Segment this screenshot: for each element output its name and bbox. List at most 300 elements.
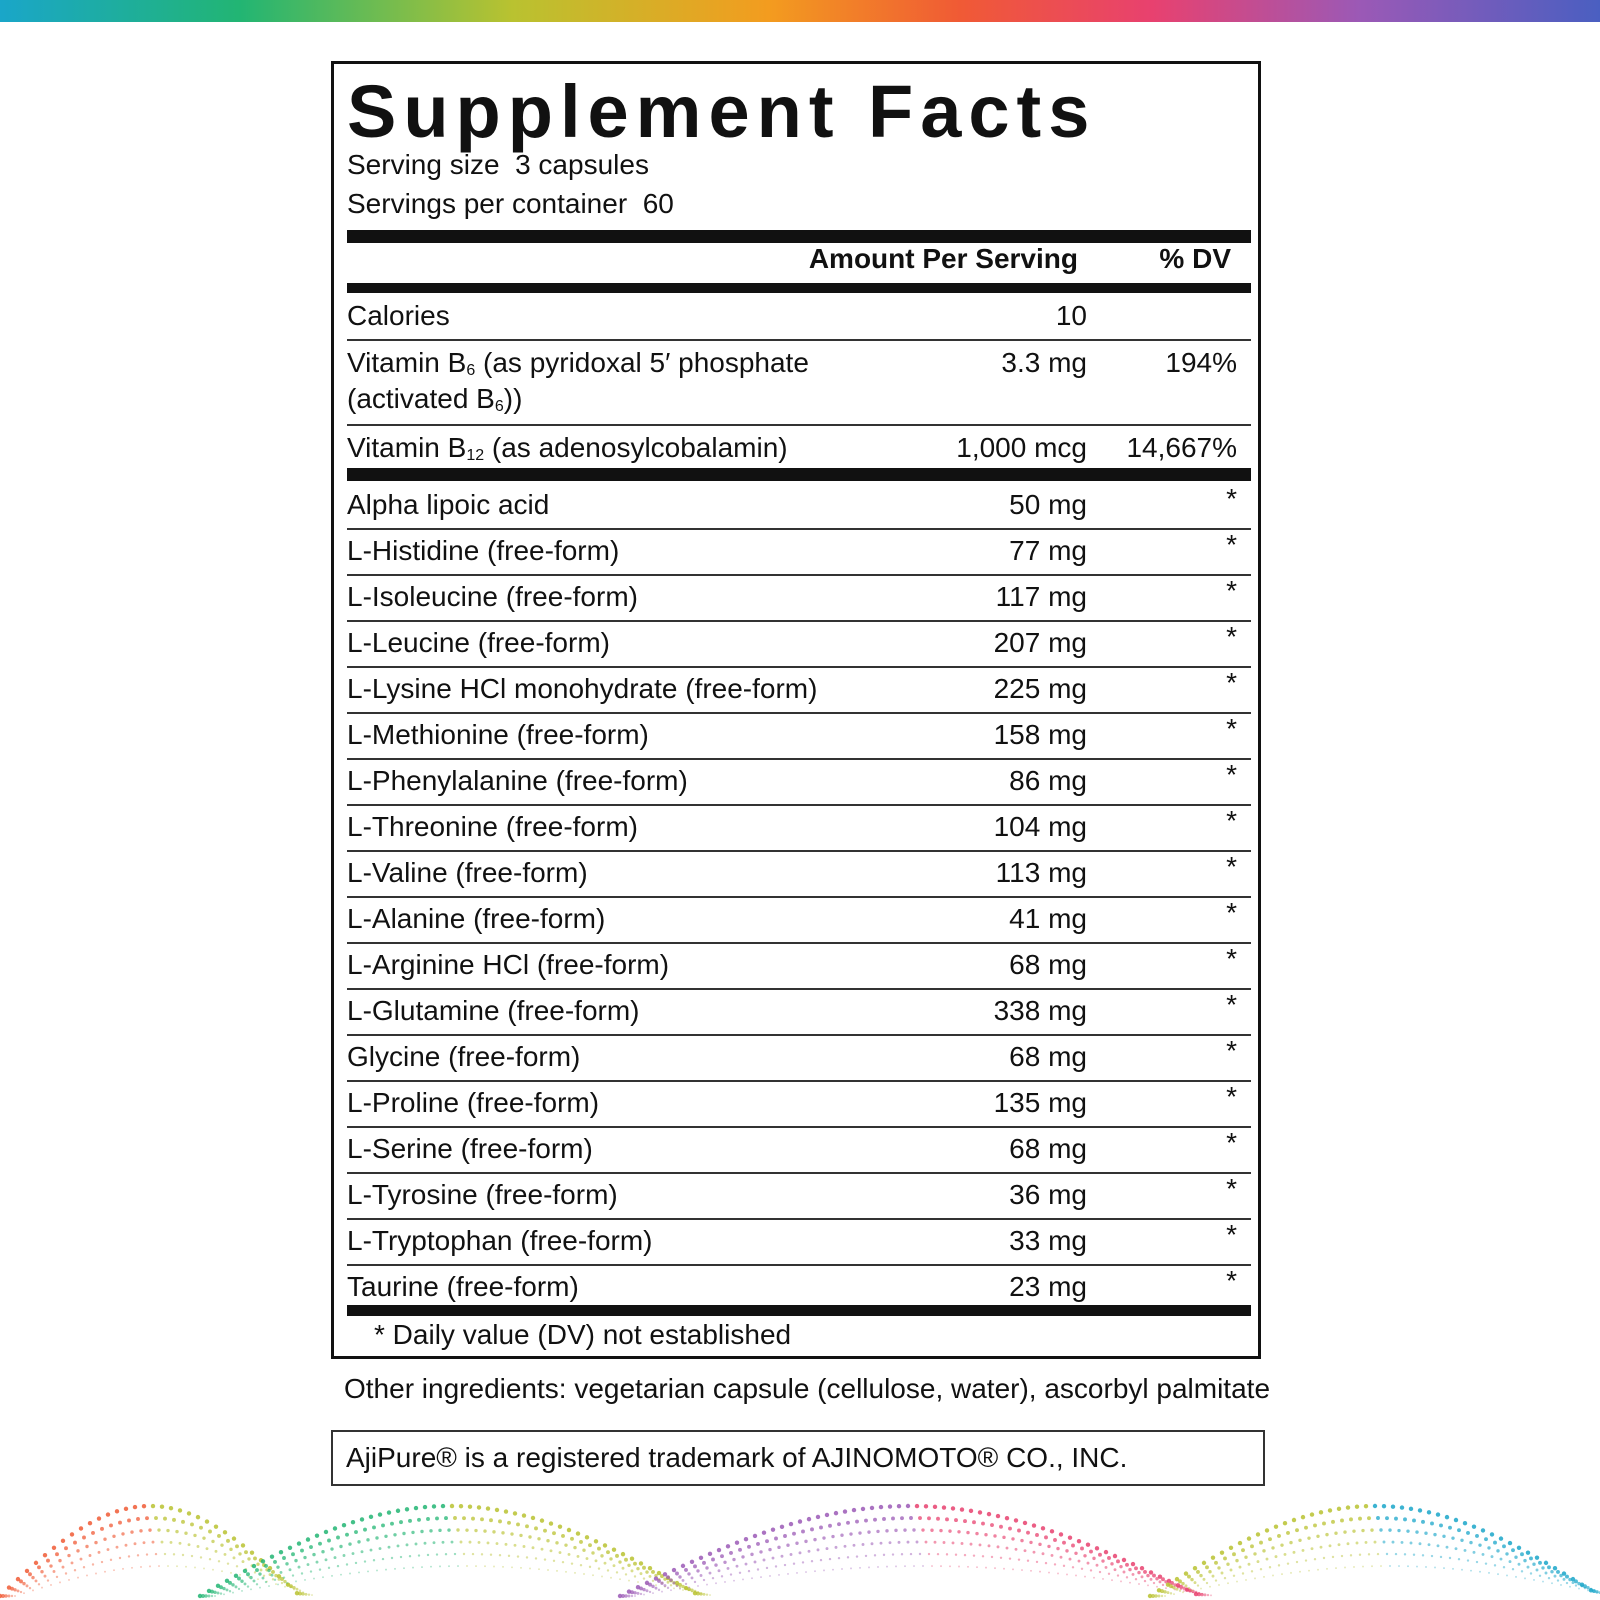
decor-dot [1481,1528,1485,1532]
decor-dot [152,1541,155,1544]
decor-dot [274,1574,277,1577]
decor-dot [1340,1519,1344,1523]
decor-dot [1086,1542,1090,1546]
decor-dot [213,1591,216,1594]
decor-dot [211,1540,214,1543]
decor-dot [238,1552,241,1555]
decor-dot [846,1521,850,1525]
decor-dot [76,1549,79,1552]
decor-dot [972,1520,976,1524]
decor-dot [1274,1524,1278,1528]
decor-dot [1382,1504,1386,1508]
decor-dot [697,1591,699,1593]
decor-dot [1244,1556,1247,1559]
decor-dot [1587,1589,1589,1591]
decor-dot [889,1541,892,1544]
decor-dot [817,1548,820,1551]
decor-dot [1051,1554,1054,1557]
decor-dot [1238,1541,1242,1545]
decor-dot [780,1525,784,1529]
decor-dot [691,1576,694,1579]
decor-dot [100,1527,104,1531]
ingredient-dv: * [1226,529,1237,560]
decor-dot [1245,1579,1247,1581]
decor-dot [642,1588,645,1591]
decor-dot [1494,1564,1496,1566]
decor-dot [217,1591,220,1594]
decor-dot [1488,1572,1490,1574]
decor-dot [664,1584,667,1587]
decor-dot [960,1507,964,1511]
decor-dot [370,1549,373,1552]
decor-dot [808,1550,811,1553]
decor-dot [825,1513,829,1517]
decor-dot [427,1554,429,1556]
decor-dot [1230,1569,1233,1572]
decor-dot [67,1554,70,1557]
decor-dot [823,1569,825,1571]
decor-dot [125,1544,128,1547]
decor-dot [1102,1578,1104,1580]
decor-dot [636,1567,639,1570]
decor-dot [364,1560,366,1562]
decor-dot [564,1543,567,1546]
rainbow-header-bar [0,0,1600,22]
decor-dot [1135,1578,1137,1580]
decor-dot [621,1552,625,1556]
decor-dot [727,1567,730,1570]
decor-dot [774,1537,778,1541]
decor-dot [1319,1510,1323,1514]
decor-dot [1349,1517,1353,1521]
decor-dot [541,1548,544,1551]
serving-size [347,148,649,182]
decor-dot [1204,1593,1207,1596]
decor-dot [252,1564,256,1568]
ingredient-name: L-Lysine HCl monohydrate (free-form) [347,673,818,704]
decor-dot [1111,1579,1113,1581]
decor-dot [1541,1566,1544,1569]
decor-dot [580,1564,582,1566]
row-divider [347,988,1251,990]
decor-dot [334,1556,337,1559]
decor-dot [161,1541,164,1544]
decor-dot [308,1593,310,1595]
decor-dot [729,1551,733,1555]
decor-dot [1265,1528,1269,1532]
decor-dot [436,1553,438,1555]
decor-dot [499,1554,501,1556]
decor-dot [973,1554,975,1556]
decor-dot [1553,1566,1557,1570]
servings-per-container-value: 60 [642,188,674,219]
ingredient-name: L-Arginine HCl (free-form) [347,949,670,980]
decor-dot [285,1562,288,1565]
decor-dot [154,1516,158,1520]
decor-dot [121,1532,124,1535]
decor-dot [1263,1576,1265,1578]
decor-dot [288,1546,292,1550]
decor-dot [217,1534,221,1538]
decor-dot [1044,1535,1048,1539]
decor-dot [529,1568,531,1570]
decor-dot [1445,1515,1449,1519]
decor-dot [1305,1559,1307,1561]
decor-dot [778,1574,780,1576]
decor-dot [585,1535,589,1539]
decor-dot [272,1578,274,1580]
decor-dot [661,1591,663,1593]
decor-dot [1146,1574,1149,1577]
decor-dot [1476,1561,1478,1563]
decor-dot [771,1527,775,1531]
decor-dot [88,1521,92,1525]
decor-dot [1397,1529,1400,1532]
decor-dot [1434,1567,1436,1569]
decor-dot [603,1543,607,1547]
decor-dot [838,1557,840,1559]
decor-dot [406,1543,409,1546]
other-ingredients: Other ingredients: vegetarian capsule (cellulose, water), ascorbyl palmitate [344,1373,1271,1404]
decor-dot [249,1576,252,1579]
decor-dot [502,1566,504,1568]
decor-dot [940,1565,942,1567]
decor-dot [1000,1557,1002,1559]
decor-dot [643,1594,645,1596]
decor-dot [1211,1555,1215,1559]
decor-dot [172,1518,176,1522]
decor-dot [49,1564,52,1567]
decor-dot [723,1561,726,1564]
decor-dot [130,1530,133,1533]
ingredient-amount: 225 mg [993,673,1087,704]
decor-dot [281,1582,283,1584]
decor-dot [1181,1582,1184,1585]
decor-dot [43,1553,47,1557]
decor-dot [651,1585,654,1588]
decor-dot [1153,1582,1155,1584]
decor-dot [996,1514,1000,1518]
decor-dot [445,1553,447,1555]
decor-dot [1272,1575,1274,1577]
decor-dot [736,1565,739,1568]
decor-dot [296,1588,299,1591]
decor-dot [465,1528,468,1531]
decor-dot [1335,1567,1337,1569]
decor-dot [1410,1542,1413,1545]
decor-dot [498,1519,502,1523]
decor-dot [1072,1566,1074,1568]
decor-dot [1178,1579,1182,1583]
decor-dot [828,1524,832,1528]
decor-dot [447,1528,450,1531]
decor-dot [1344,1567,1346,1569]
decor-dot [134,1542,137,1545]
decor-dot [369,1515,373,1519]
decor-dot [1377,1553,1379,1555]
decor-dot [276,1565,279,1568]
decor-dot [1418,1508,1422,1512]
decor-dot [543,1529,547,1533]
decor-dot [717,1548,721,1552]
decor-dot [1042,1552,1045,1555]
decor-dot [1302,1549,1305,1552]
decor-dot [555,1541,558,1544]
decor-dot [810,1527,814,1531]
decor-dot [760,1576,762,1578]
decor-dot [1144,1580,1146,1582]
decor-dot [107,1548,110,1551]
decor-dot [1398,1565,1400,1567]
decor-dot [444,1516,448,1520]
decor-dot [744,1537,748,1541]
decor-dot [1141,1575,1144,1578]
decor-dot [1412,1519,1416,1523]
decor-dot [1289,1541,1292,1544]
decor-dot [304,1579,306,1581]
decor-dot [1542,1581,1544,1583]
decor-dot [1560,1584,1562,1586]
ingredient-dv: * [1226,1173,1237,1204]
decor-dot [1497,1573,1499,1575]
decor-dot [457,1565,459,1567]
decor-dot [1584,1587,1586,1589]
decor-dot [209,1558,211,1560]
decor-dot [1131,1562,1135,1566]
decor-dot [912,1528,915,1531]
decor-dot [930,1529,933,1532]
decor-dot [633,1562,637,1566]
decor-dot [655,1587,658,1590]
decor-dot [994,1567,996,1569]
decor-dot [931,1565,933,1567]
decor-dot [429,1529,432,1532]
decor-dot [1572,1581,1575,1584]
row-vitamin-b6 [347,345,1251,421]
decor-dot [687,1572,690,1575]
decor-dot [31,1576,34,1579]
decor-dot [553,1560,555,1562]
ingredient-name: L-Proline (free-form) [347,1087,600,1118]
decor-dot [684,1568,688,1572]
decor-dot [1437,1544,1440,1547]
decor-dot [790,1553,793,1556]
decor-dot [1467,1559,1469,1561]
decor-dot [909,1516,913,1520]
decor-dot [505,1543,508,1546]
decor-dot [675,1572,679,1576]
decor-dot [1596,1591,1598,1593]
decor-dot [259,1587,261,1589]
decor-dot [352,1552,355,1555]
decor-dot [1259,1541,1263,1545]
decor-dot [235,1585,238,1588]
decor-dot [730,1573,732,1575]
decor-dot [888,1504,892,1508]
decor-dot [1533,1579,1535,1581]
row-divider [347,942,1251,944]
decor-dot [694,1581,696,1583]
decor-dot [958,1566,960,1568]
decor-dot [1060,1556,1063,1559]
decor-dot [1215,1579,1217,1581]
decor-dot [1475,1534,1479,1538]
decor-dot [612,1548,616,1552]
decor-dot [1407,1565,1409,1567]
decor-dot [910,1553,912,1555]
decor-dot [1232,1552,1236,1556]
decor-dot [1544,1561,1548,1565]
decor-dot [1029,1541,1032,1544]
decor-dot [227,1562,229,1564]
decor-dot [71,1561,74,1564]
decor-dot [68,1579,70,1581]
decor-dot [807,1517,811,1521]
decor-dot [471,1517,475,1521]
ingredient-dv: * [1226,575,1237,606]
row-divider [347,1218,1251,1220]
decor-dot [775,1565,777,1567]
decor-dot [861,1507,865,1511]
decor-dot [1376,1516,1380,1520]
ingredient-dv: * [1226,805,1237,836]
decor-dot [382,1558,384,1560]
decor-dot [315,1533,319,1537]
decor-dot [1053,1538,1057,1542]
decor-dot [657,1579,661,1583]
vitamin-b12-dv: 14,667% [1126,432,1237,463]
decor-dot [1101,1559,1104,1562]
decor-dot [489,1518,493,1522]
decor-dot [1110,1562,1113,1565]
decor-dot [1122,1558,1126,1562]
decor-dot [1311,1547,1314,1550]
decor-dot [876,1530,879,1533]
decor-dot [763,1558,766,1561]
decor-dot [345,1533,349,1537]
decor-dot [1057,1573,1059,1575]
decor-dot [262,1577,265,1580]
decor-dot [682,1589,684,1591]
decor-dot [705,1566,708,1569]
decor-dot [399,1520,403,1524]
decor-dot [586,1557,589,1560]
decor-dot [1526,1550,1530,1554]
decor-dot [625,1573,627,1575]
decor-dot [256,1563,259,1566]
decor-dot [582,1549,585,1552]
decor-dot [579,1540,583,1544]
decor-dot [1161,1577,1165,1581]
decor-dot [1235,1559,1238,1562]
decor-dot [169,1506,173,1510]
decor-dot [651,1570,655,1574]
decor-dot [1565,1575,1569,1579]
decor-dot [215,1550,218,1553]
decor-dot [1062,1541,1066,1545]
decor-dot [1292,1518,1296,1522]
ingredient-name: L-Histidine (free-form) [347,535,620,566]
decor-dot [1185,1584,1188,1587]
decor-dot [231,1583,234,1586]
decor-dot [528,1535,531,1538]
ingredient-dv: * [1226,851,1237,882]
decor-dot [988,1544,991,1547]
ingredient-dv: * [1226,713,1237,744]
decor-dot [1350,1554,1352,1556]
decor-dot [115,1509,119,1513]
decor-dot [1140,1566,1144,1570]
decor-dot [17,1589,20,1592]
decor-dot [759,1550,762,1553]
decor-dot [756,1542,760,1546]
decor-dot [850,1567,852,1569]
row-divider [347,1172,1251,1174]
decor-dot [1117,1574,1119,1576]
decor-dot [1485,1562,1487,1564]
decor-dot [1419,1542,1422,1545]
decor-dot [137,1554,139,1556]
decor-dot [1536,1569,1539,1572]
decor-dot [113,1569,115,1571]
decor-dot [1045,1562,1047,1564]
decor-dot [688,1589,690,1591]
decor-dot [703,1593,706,1596]
decor-dot [97,1516,101,1520]
decor-dot [933,1505,937,1509]
decor-dot [486,1506,490,1510]
decor-dot [1461,1569,1463,1571]
decor-dot [1385,1516,1389,1520]
decor-dot [681,1564,685,1568]
decor-dot [1250,1544,1254,1548]
decor-dot [981,1522,985,1526]
decor-dot [670,1584,672,1586]
decor-dot [1484,1537,1488,1541]
decor-dot [1160,1589,1164,1593]
decor-dot [855,1520,859,1524]
decor-dot [1027,1560,1029,1562]
decor-dot [1518,1563,1521,1566]
decor-dot [948,1529,951,1532]
decor-dot [133,1505,137,1509]
decor-dot [237,1577,241,1581]
decor-dot [280,1571,283,1574]
decor-dot [919,1553,921,1555]
decor-dot [1241,1548,1245,1552]
decor-dot [474,1529,477,1532]
decor-dot [61,1539,65,1543]
decor-dot [244,1582,247,1585]
ingredient-amount: 68 mg [1009,1041,1087,1072]
decor-dot [508,1555,510,1557]
decor-dot [993,1534,996,1537]
decor-dot [1538,1561,1542,1565]
decor-dot [173,1553,175,1555]
decor-dot [1386,1553,1388,1555]
decor-dot [1310,1512,1314,1516]
decor-dot [122,1568,124,1570]
decor-dot [978,1510,982,1514]
decor-dot [891,1517,895,1521]
decor-dot [1054,1563,1056,1565]
decor-dot [1162,1584,1164,1586]
decor-dot [1527,1566,1530,1569]
decor-dot [179,1542,182,1545]
decor-dot [751,1577,753,1579]
decor-dot [367,1570,369,1572]
decor-dot [804,1540,807,1543]
